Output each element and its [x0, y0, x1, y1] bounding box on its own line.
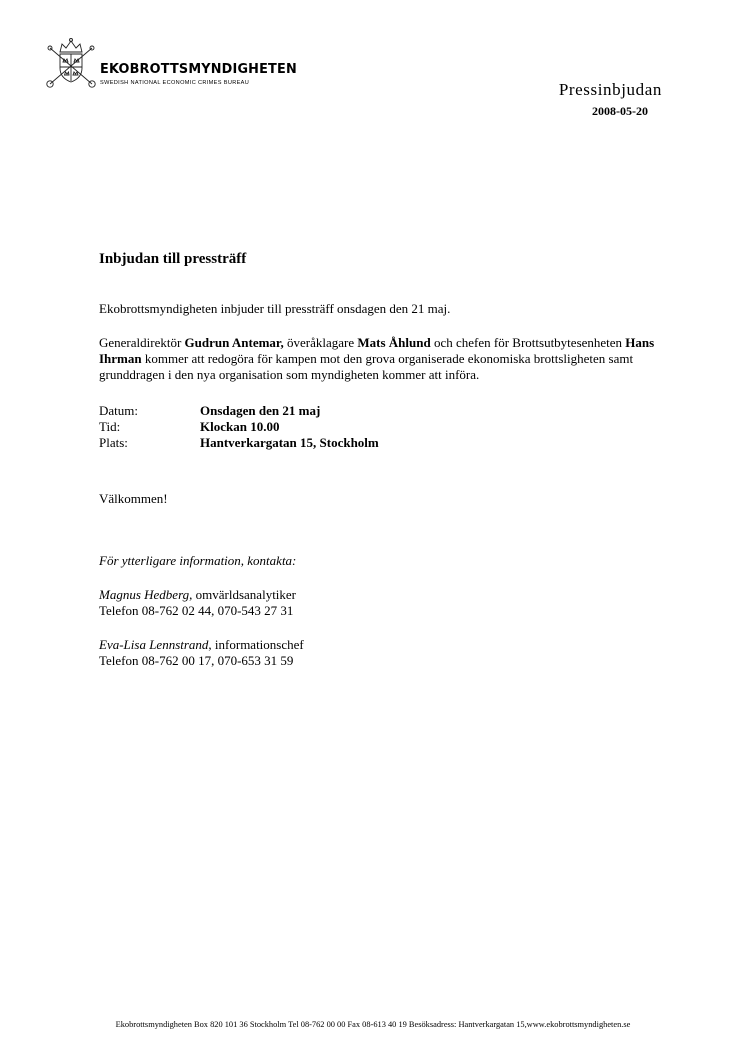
speaker-name-3: Hans Ihrman — [99, 335, 655, 366]
detail-value-time: Klockan 10.00 — [200, 419, 280, 434]
welcome-text: Välkommen! — [99, 491, 168, 506]
page-footer: Ekobrottsmyndigheten Box 820 101 36 Stockholm Tel 08-762 00 00 Fax 08-613 40 19 Besöksadress: Hantverkargatan 15,www.ekobrottsmyndigheten.se — [115, 1020, 631, 1029]
contact-item — [99, 587, 659, 619]
document-date: 2008-05-20 — [592, 104, 648, 118]
document-type: Pressinbjudan — [558, 80, 662, 99]
contact-phone: Telefon 08-762 02 44, 070-543 27 31 — [99, 603, 294, 618]
detail-label-place: Plats: — [99, 435, 128, 450]
detail-label-time: Tid: — [99, 419, 121, 434]
crowned-shield-emblem-icon — [44, 36, 98, 92]
contact-role: , omvärldsanalytiker — [189, 587, 297, 602]
document-body — [99, 250, 659, 687]
para-text-4: kommer att redogöra för kampen mot den grova organiserade ekonomiska brottsligheten samt grunddragen i den nya organisation som myndigheten kommer att införa. — [99, 351, 634, 382]
agency-subtitle: SWEDISH NATIONAL ECONOMIC CRIMES BUREAU — [100, 80, 250, 86]
contact-name: Eva-Lisa Lennstrand — [99, 637, 209, 652]
page-title: Inbjudan till pressträff — [99, 251, 247, 267]
para-text-1: Generaldirektör — [99, 335, 185, 350]
para-text-3: och chefen för Brottsutbytesenheten — [430, 335, 626, 350]
contact-heading: För ytterligare information, kontakta: — [99, 553, 297, 568]
contact-item — [99, 637, 659, 669]
detail-value-date: Onsdagen den 21 maj — [200, 403, 321, 418]
detail-value-place: Hantverkargatan 15, Stockholm — [200, 435, 379, 450]
contact-phone: Telefon 08-762 00 17, 070-653 31 59 — [99, 653, 294, 668]
intro-paragraph: Ekobrottsmyndigheten inbjuder till pressträff onsdagen den 21 maj. — [99, 301, 451, 316]
para-text-2: överåklagare — [283, 335, 358, 350]
agency-logo — [44, 36, 297, 92]
event-details — [99, 403, 659, 451]
detail-label-date: Datum: — [99, 403, 138, 418]
contact-name: Magnus Hedberg — [99, 587, 190, 602]
body-paragraph — [99, 335, 659, 383]
agency-name: EKOBROTTSMYNDIGHETEN — [100, 61, 297, 77]
contact-role: , informationschef — [208, 637, 304, 652]
speaker-name-2: Mats Åhlund — [357, 335, 431, 350]
speaker-name-1: Gudrun Antemar, — [184, 335, 284, 350]
